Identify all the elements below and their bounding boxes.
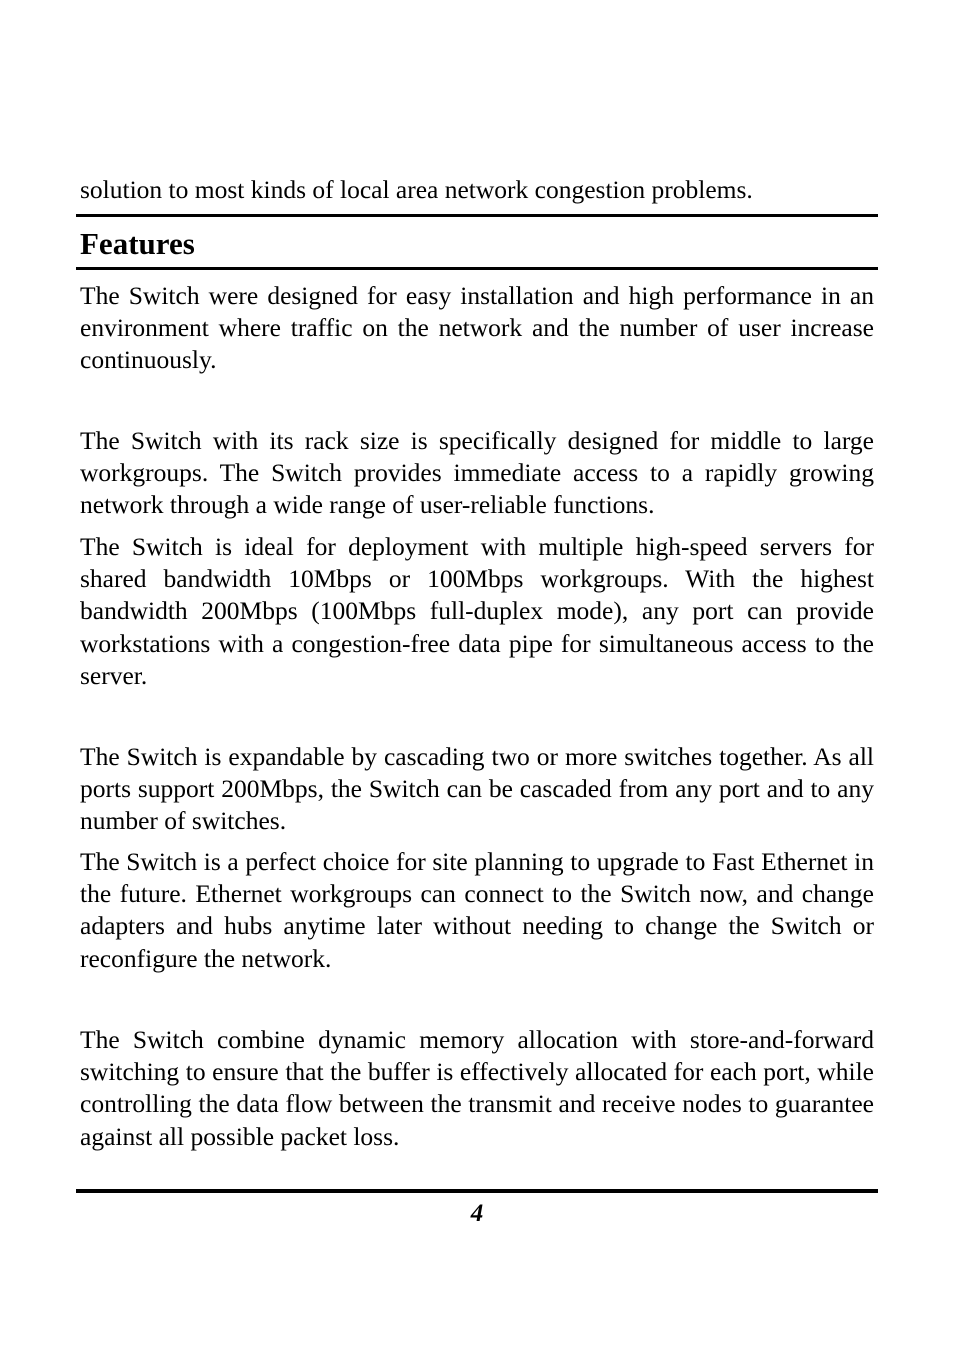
- lead-line: solution to most kinds of local area network congestion problems.: [80, 175, 753, 204]
- paragraph: The Switch is ideal for deployment with multiple high-speed servers for shared bandwidth 10Mbps or 100Mbps workgroups. With the highest bandwidth 200Mbps (100Mbps full-duplex mode), any port can provide workstations with a congestion-free data pipe for simultaneous access to the server.: [80, 532, 874, 690]
- page-number: 4: [470, 1200, 484, 1227]
- paragraph: The Switch with its rack size is specifically designed for middle to large workgroups. The Switch provides immediate access to a rapidly growing network through a wide range of user-reliable functions.: [80, 426, 874, 520]
- paragraph: The Switch were designed for easy installation and high performance in an environment where traffic on the network and the number of user increase continuously.: [80, 281, 874, 375]
- paragraph: The Switch combine dynamic memory allocation with store-and-forward switching to ensure that the buffer is effectively allocated for each port, while controlling the data flow between the transmit and receive nodes to guarantee against all possible packet loss.: [80, 1025, 874, 1151]
- top-rule: [76, 214, 878, 217]
- heading-rule: [76, 267, 878, 270]
- paragraph: The Switch is a perfect choice for site planning to upgrade to Fast Ethernet in the future. Ethernet workgroups can connect to the Switch now, and change adapters and hubs anytime later without needing to change the Switch or reconfigure the network.: [80, 847, 874, 973]
- paragraph: The Switch is expandable by cascading two or more switches together. As all ports support 200Mbps, the Switch can be cascaded from any port and to any number of switches.: [80, 742, 874, 836]
- footer-rule: [76, 1189, 878, 1193]
- section-heading: Features: [80, 226, 195, 261]
